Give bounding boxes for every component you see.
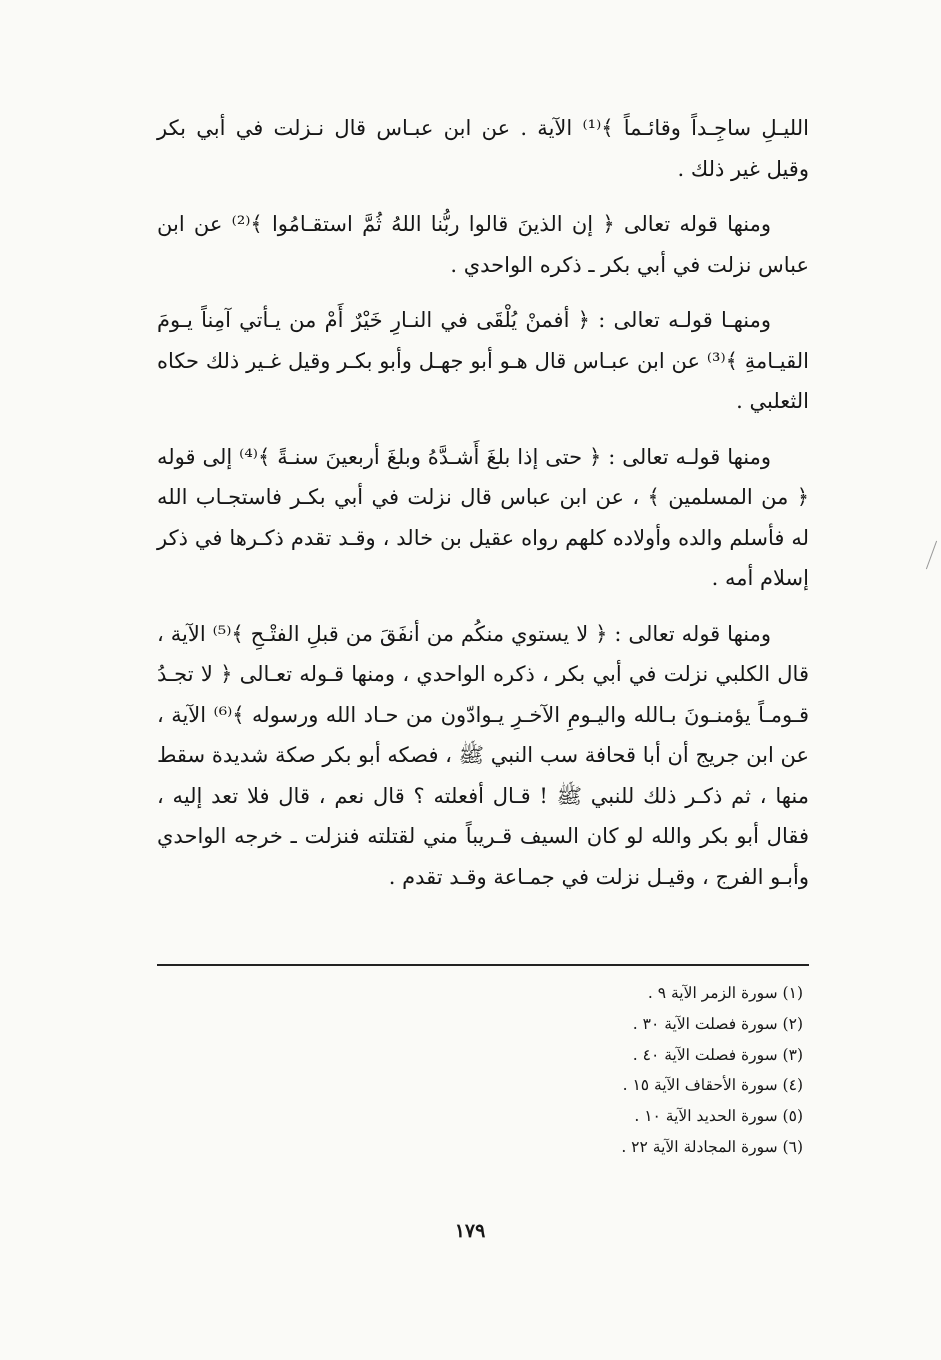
footnote-4: (٤) سورة الأحقاف الآية ١٥ . <box>622 1076 803 1095</box>
paragraph-4: ومنها قولـه تعالى : ﴿ حتى إذا بلغَ أَشـدَّهُ وبلغَ أربعينَ سنـةً ﴾⁽⁴⁾ إلى قوله ﴿ من المسلمين ﴾ ، عن ابن عباس قال نزلت في أبي بكـر فاستجـاب الله له فأسلم والده وأولاده كلهم رواه عقيل بن خالد ، وقـد تقدم ذكـرها في ذكر إسلام أمه . <box>157 444 809 590</box>
paragraph-2: ومنها قوله تعالى ﴿ إن الذينَ قالوا ربُّنا اللهُ ثُمَّ استقـامُوا ﴾⁽²⁾ عن ابن عباس نزلت في أبي بكر ـ ذكره الواحدي . <box>157 212 809 277</box>
margin-mark <box>926 541 937 570</box>
paragraph-1: الليـلِ ساجِـداً وقائـماً ﴾⁽¹⁾ الآية . عن ابن عبـاس قال نـزلت في أبي بكر وقيل غير ذلك . <box>157 116 809 181</box>
footnote-6: (٦) سورة المجادلة الآية ٢٢ . <box>621 1137 803 1156</box>
main-text <box>157 108 809 912</box>
footnote-1: (١) سورة الزمر الآية ٩ . <box>647 984 803 1002</box>
footnote-2: (٢) سورة فصلت الآية ٣٠ . <box>632 1014 803 1033</box>
footnote-separator <box>157 964 809 966</box>
footnote-5: (٥) سورة الحديد الآية ١٠ . <box>634 1107 803 1126</box>
paragraph-5: ومنها قوله تعالى : ﴿ لا يستوي منكُم من أنفَقَ من قبلِ الفتْـحِ ﴾⁽⁵⁾ الآية ، قال الكلبي نزلت في أبي بكر ، ذكره الواحدي ، ومنها قـوله تعـالى ﴿ لا تجـدُ قـومـاً يؤمنـونَ بـالله واليـومِ الآخـرِ يـوادّون من حـاد الله ورسوله ﴾⁽⁶⁾ الآية ، عن ابن جريج أن أبا قحافة سب النبي ﷺ ، فصكه أبو بكر صكة شديدة سقط منها ، ثم ذكـر ذلك للنبي ﷺ ! قـال أفعلته ؟ قال نعم ، قال فلا تعد إليه ، فقال أبو بكر والله لو كان السيف قـريباً مني لقتلته فنزلت ـ خرجه الواحدي وأبـو الفرج ، وقيـل نزلت في جمـاعة وقـد تقدم . <box>157 621 810 889</box>
paragraph-3: ومنهـا قولـه تعالى : ﴿ أفمنْ يُلْقَى في النـارِ خَيْرٌ أَمْ من يـأتي آمِناً يـومَ القيـامةِ ﴾⁽³⁾ عن ابن عبـاس قال هـو أبو جهـل وأبو بكـر وقيل غـير ذلك حكاه الثعلبي . <box>157 308 810 413</box>
footnotes <box>157 978 809 1163</box>
page-number: ١٧٩ <box>454 1220 486 1242</box>
footnote-3: (٣) سورة فصلت الآية ٤٠ . <box>632 1045 803 1064</box>
